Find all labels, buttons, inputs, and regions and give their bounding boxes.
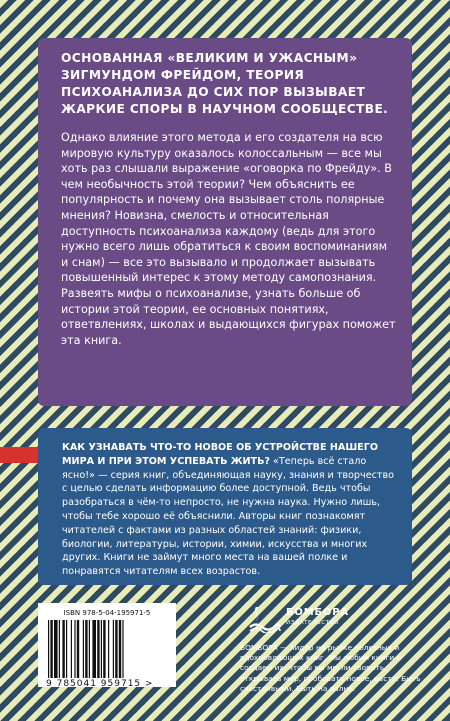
barcode-bar — [50, 620, 52, 678]
barcode-bar — [77, 620, 79, 678]
barcode-icon — [46, 620, 168, 678]
barcode-bar — [83, 620, 84, 678]
barcode-bar — [89, 620, 90, 678]
bombora-logo-icon — [246, 603, 282, 633]
barcode-digits: 9 785041 959715 > — [46, 679, 154, 689]
barcode-bar — [59, 620, 60, 678]
barcode-bar — [85, 620, 87, 678]
barcode-bar — [66, 620, 67, 678]
barcode-bar — [103, 620, 105, 678]
annotation-panel — [38, 38, 412, 406]
barcode-bar — [92, 620, 96, 678]
publisher-logo-name: БОМБОРА — [286, 607, 349, 618]
barcode-bar — [71, 620, 72, 678]
series-question: КАК УЗНАВАТЬ ЧТО-ТО НОВОЕ ОБ УСТРОЙСТВЕ НАШЕГО МИРА И ПРИ ЭТОМ УСПЕВАТЬ ЖИТЬ? — [62, 442, 378, 467]
publisher-description: БОМБОРА — лидер на рынке полезных и вдохновляющих книг. Мы любим книги и создаем их, чтобы вы могли творить, открывать мир, пробовать новое, расти. Быть счастливыми. Быть на волне. — [240, 643, 421, 693]
barcode-bar — [113, 620, 114, 678]
barcode-bar — [54, 620, 58, 678]
barcode-bar — [101, 620, 102, 678]
isbn-label: ISBN 978-5-04-195971-5 — [63, 609, 151, 617]
publisher-logo — [246, 603, 349, 633]
annotation-paragraph-1: Однако влияние этого метода и его создателя на всю мировую культуру оказалось колоссальным — все мы хоть раз слышали выражение «оговорка по Фрейду». В чем необычность этой теории? Чем объяснить ее популярность и почему она вызывает столь полярные мнения? Новизна, смелость и относительная доступность психоанализа каждому (ведь для этого нужно всего лишь обратиться к своим воспоминаниям и снам) — все это вызывало и продолжает вызывать повышенный интерес к этому методу самопознания. — [61, 131, 392, 285]
barcode-bar — [122, 620, 123, 678]
annotation-paragraph-2: Развеять мифы о психоанализе, узнать больше об истории этой теории, ее основных понятиях, ответвлениях, школах и выдающихся фигурах поможет эта книга. — [61, 286, 396, 347]
annotation-lead: ОСНОВАННАЯ «ВЕЛИКИМ И УЖАСНЫМ» ЗИГМУНДОМ ФРЕЙДОМ, ТЕОРИЯ ПСИХОАНАЛИЗА ДО СИХ ПОР ВЫЗЫВАЕТ ЖАРКИЕ СПОРЫ В НАУЧНОМ СООБЩЕСТВЕ. — [61, 51, 389, 116]
barcode-bar — [97, 620, 99, 678]
barcode-bar — [119, 620, 121, 678]
barcode-bar — [48, 620, 49, 678]
publisher-logo-subtitle: ИЗДАТЕЛЬСТВО — [286, 620, 339, 626]
barcode-bar — [108, 620, 109, 678]
series-panel — [38, 428, 412, 585]
series-description: «Теперь всё стало ясно!» — серия книг, объединяющая науку, знания и творчество с целью сделать информацию более доступной. Ведь чтобы разобраться в чём-то непросто, не нужна наука. Нужно лишь, чтобы тебе хорошо её объяснили. Авторы книг познакомят читателей с фактами из разных областей знаний: физики, биологии, литературы, истории, химии, искусства и многих других. Книги не займут много места на вашей полке и понравятся читателям всех возрастов. — [62, 455, 394, 578]
barcode-block — [38, 603, 176, 687]
barcode-bar — [74, 620, 75, 678]
barcode-bar — [115, 620, 117, 678]
barcode-bar — [62, 620, 64, 678]
